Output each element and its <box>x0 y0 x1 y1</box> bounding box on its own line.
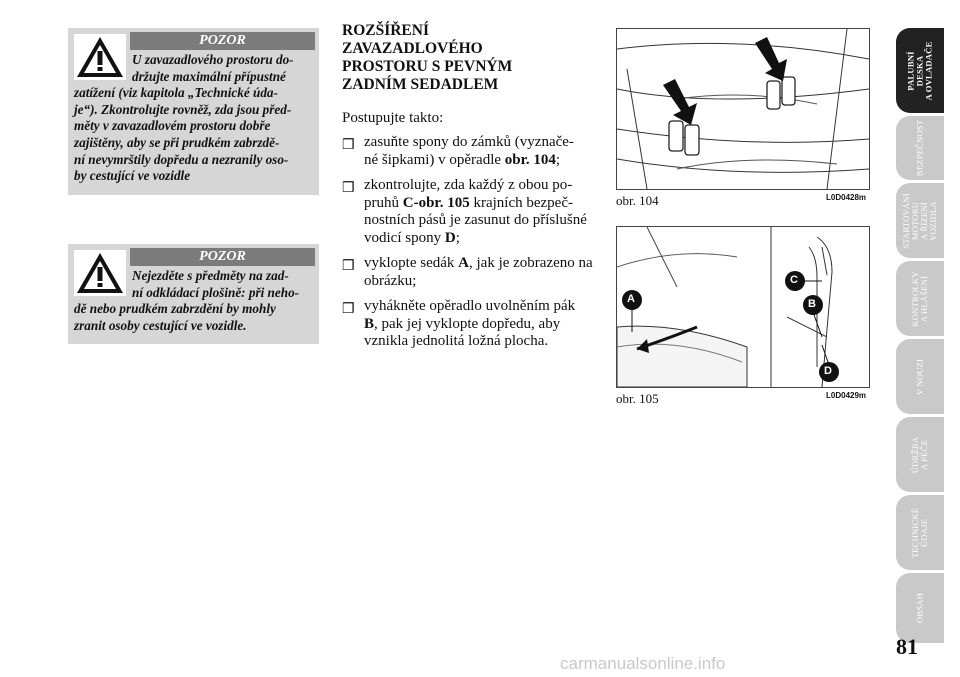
tab-startovani[interactable]: STARTOVÁNÍ MOTORU A ŘÍZENÍ VOZIDLA <box>896 183 944 258</box>
tab-technicke-udaje[interactable]: TECHNICKÉ ÚDAJE <box>896 495 944 570</box>
tab-palubni-deska[interactable]: PALUBNÍ DESKA A OVLADAČE <box>896 28 944 113</box>
label-b: B <box>808 298 816 310</box>
warning-header: POZOR <box>130 248 315 266</box>
seat-fold-illustration <box>617 227 869 387</box>
warning-box-1 <box>68 28 319 195</box>
section-intro: Postupujte takto: <box>342 110 444 126</box>
checkbox-bullet-icon: ❒ <box>342 181 355 196</box>
label-c: C <box>790 274 798 286</box>
figure-105 <box>616 226 870 388</box>
list-item: ❒ zkontrolujte, zda každý z obou po- pruhů C-obr. 105 krajních bezpeč- nostních pásů je zasunut do příslušné vodicí spony D; <box>342 177 587 246</box>
page-number: 81 <box>896 634 918 659</box>
figure-caption: obr. 105 <box>616 391 659 406</box>
label-d: D <box>824 365 832 377</box>
warning-text: U zavazadlového prostoru do- držujte maximální přípustné zatížení (viz kapitola „Technické úda- je“). Zkontrolujte rovněž, zda jsou před- měty v zavazadlovém prostoru dobře zajištěny, aby se při prudkém zabrzdě- ní nevymrštily dopředu a nezranily oso- by cestující ve vozidle <box>74 52 294 184</box>
label-a: A <box>627 293 635 305</box>
tab-udrzba[interactable]: ÚDRŽBA A PÉČE <box>896 417 944 492</box>
figure-code: L0D0428m <box>826 193 867 202</box>
tab-v-nouzi[interactable]: V NOUZI <box>896 339 944 414</box>
tab-obsah[interactable]: OBSAH <box>896 573 944 643</box>
watermark: carmanualsonline.info <box>560 654 726 673</box>
warning-text: Nejezděte s předměty na zad- ní odkládací plošině: při neho- dě nebo prudkém zabrzdění by mohly zranit osoby cestující ve vozidle. <box>74 268 300 333</box>
list-item: ❒ vyhákněte opěradlo uvolněním pák B, pak jej vyklopte dopředu, aby vznikla jednolitá ložná plocha. <box>342 298 576 349</box>
steps-list <box>342 134 596 359</box>
figure-104 <box>616 28 870 190</box>
checkbox-bullet-icon: ❒ <box>342 259 355 274</box>
list-item: ❒ zasuňte spony do zámků (vyznače- né šipkami) v opěradle obr. 104; <box>342 134 574 168</box>
checkbox-bullet-icon: ❒ <box>342 138 355 153</box>
seat-locks-illustration <box>617 29 869 189</box>
warning-box-2 <box>68 244 319 344</box>
checkbox-bullet-icon: ❒ <box>342 302 355 317</box>
figure-code: L0D0429m <box>826 391 867 400</box>
section-title: ROZŠÍŘENÍ ZAVAZADLOVÉHO PROSTORU S PEVNÝM ZADNÍM SEDADLEM <box>342 22 513 93</box>
warning-header: POZOR <box>130 32 315 50</box>
list-item: ❒ vyklopte sedák A, jak je zobrazeno na obrázku; <box>342 255 593 289</box>
tab-bezpecnost[interactable]: BEZPEČNOST <box>896 116 944 180</box>
tab-kontrolky[interactable]: KONTROLKY A HLÁŠENÍ <box>896 261 944 336</box>
figure-caption: obr. 104 <box>616 193 659 208</box>
